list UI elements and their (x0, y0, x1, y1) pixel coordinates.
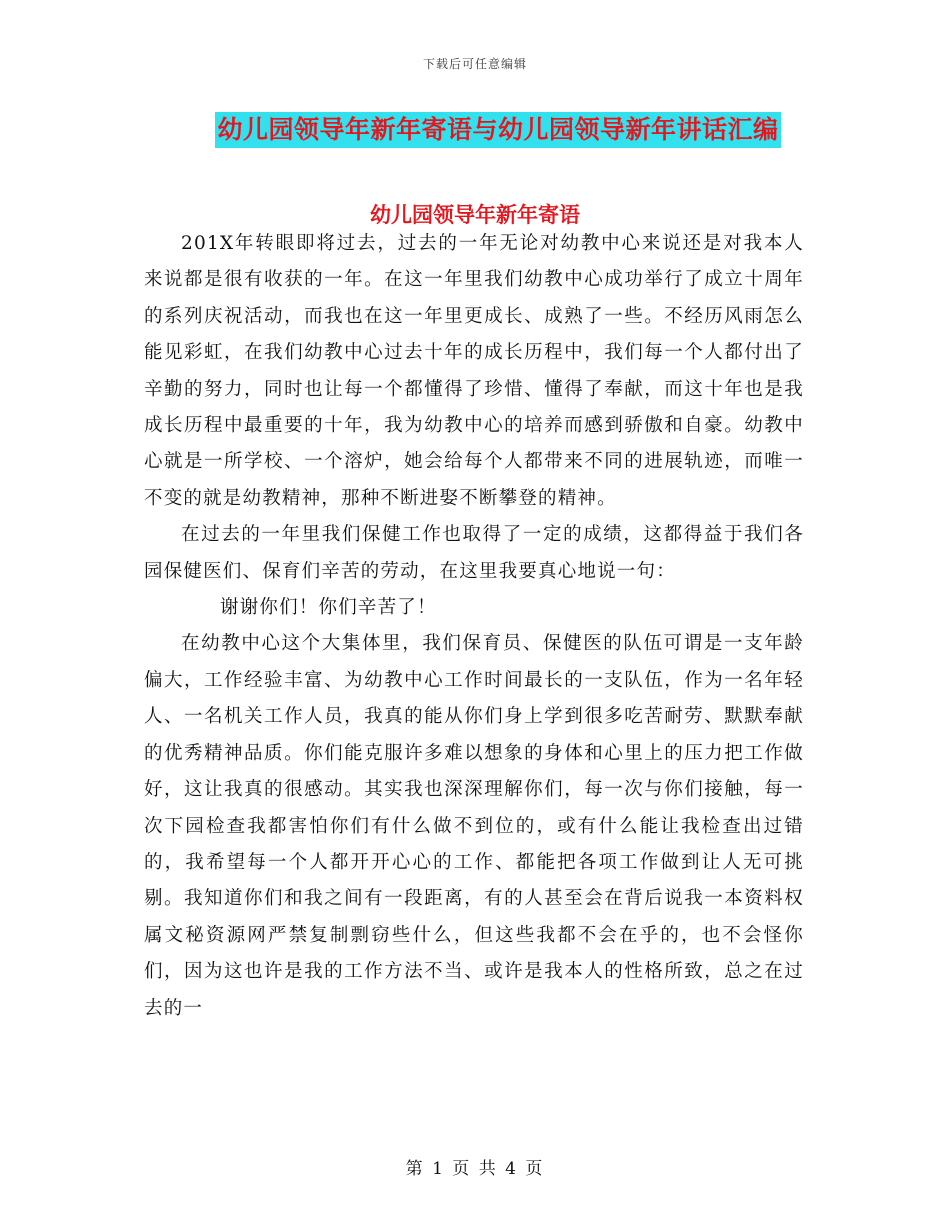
paragraph: 在幼教中心这个大集体里，我们保育员、保健医的队伍可谓是一支年龄偏大，工作经验丰富、为幼教中心工作时间最长的一支队伍，作为一名年轻人、一名机关工作人员，我真的能从你们身上学到很多吃苦耐劳、默默奉献的优秀精神品质。你们能克服许多难以想象的身体和心里上的压力把工作做好，这让我真的很感动。其实我也深深理解你们，每一次与你们接触，每一次下园检查我都害怕你们有什么做不到位的，或有什么能让我检查出过错的，我希望每一个人都开开心心的工作、都能把各项工作做到让人无可挑剔。我知道你们和我之间有一段距离，有的人甚至会在背后说我一本资料权属文秘资源网严禁复制剽窃些什么，但这些我都不会在乎的，也不会怪你们，因为这也许是我的工作方法不当、或许是我本人的性格所致，总之在过去的一 (144, 633, 804, 1019)
page-number: 第 1 页 共 4 页 (405, 1159, 545, 1179)
paragraph: 在过去的一年里我们保健工作也取得了一定的成绩，这都得益于我们各园保健医们、保育们辛苦的劳动，在这里我要真心地说一句： (144, 524, 804, 582)
main-title-container (0, 112, 950, 148)
main-title: 幼儿园领导年新年寄语与幼儿园领导新年讲话汇编 (215, 112, 780, 148)
paragraph: 201X年转眼即将过去，过去的一年无论对幼教中心来说还是对我本人来说都是很有收获的一年。在这一年里我们幼教中心成功举行了成立十周年的系列庆祝活动，而我也在这一年里更成长、成熟了一些。不经历风雨怎么能见彩虹，在我们幼教中心过去十年的成长历程中，我们每一个人都付出了辛勤的努力，同时也让每一个都懂得了珍惜、懂得了奉献，而这十年也是我成长历程中最重要的十年，我为幼教中心的培养而感到骄傲和自豪。幼教中心就是一所学校、一个溶炉，她会给每个人都带来不同的进展轨迹，而唯一不变的就是幼教精神，那种不断进娶不断攀登的精神。 (144, 233, 804, 509)
header-note: 下载后可任意编辑 (422, 57, 527, 71)
section-title: 幼儿园领导年新年寄语 (370, 203, 580, 227)
thanks-line: 谢谢你们！你们辛苦了！ (220, 597, 437, 619)
body-text (144, 226, 804, 1027)
